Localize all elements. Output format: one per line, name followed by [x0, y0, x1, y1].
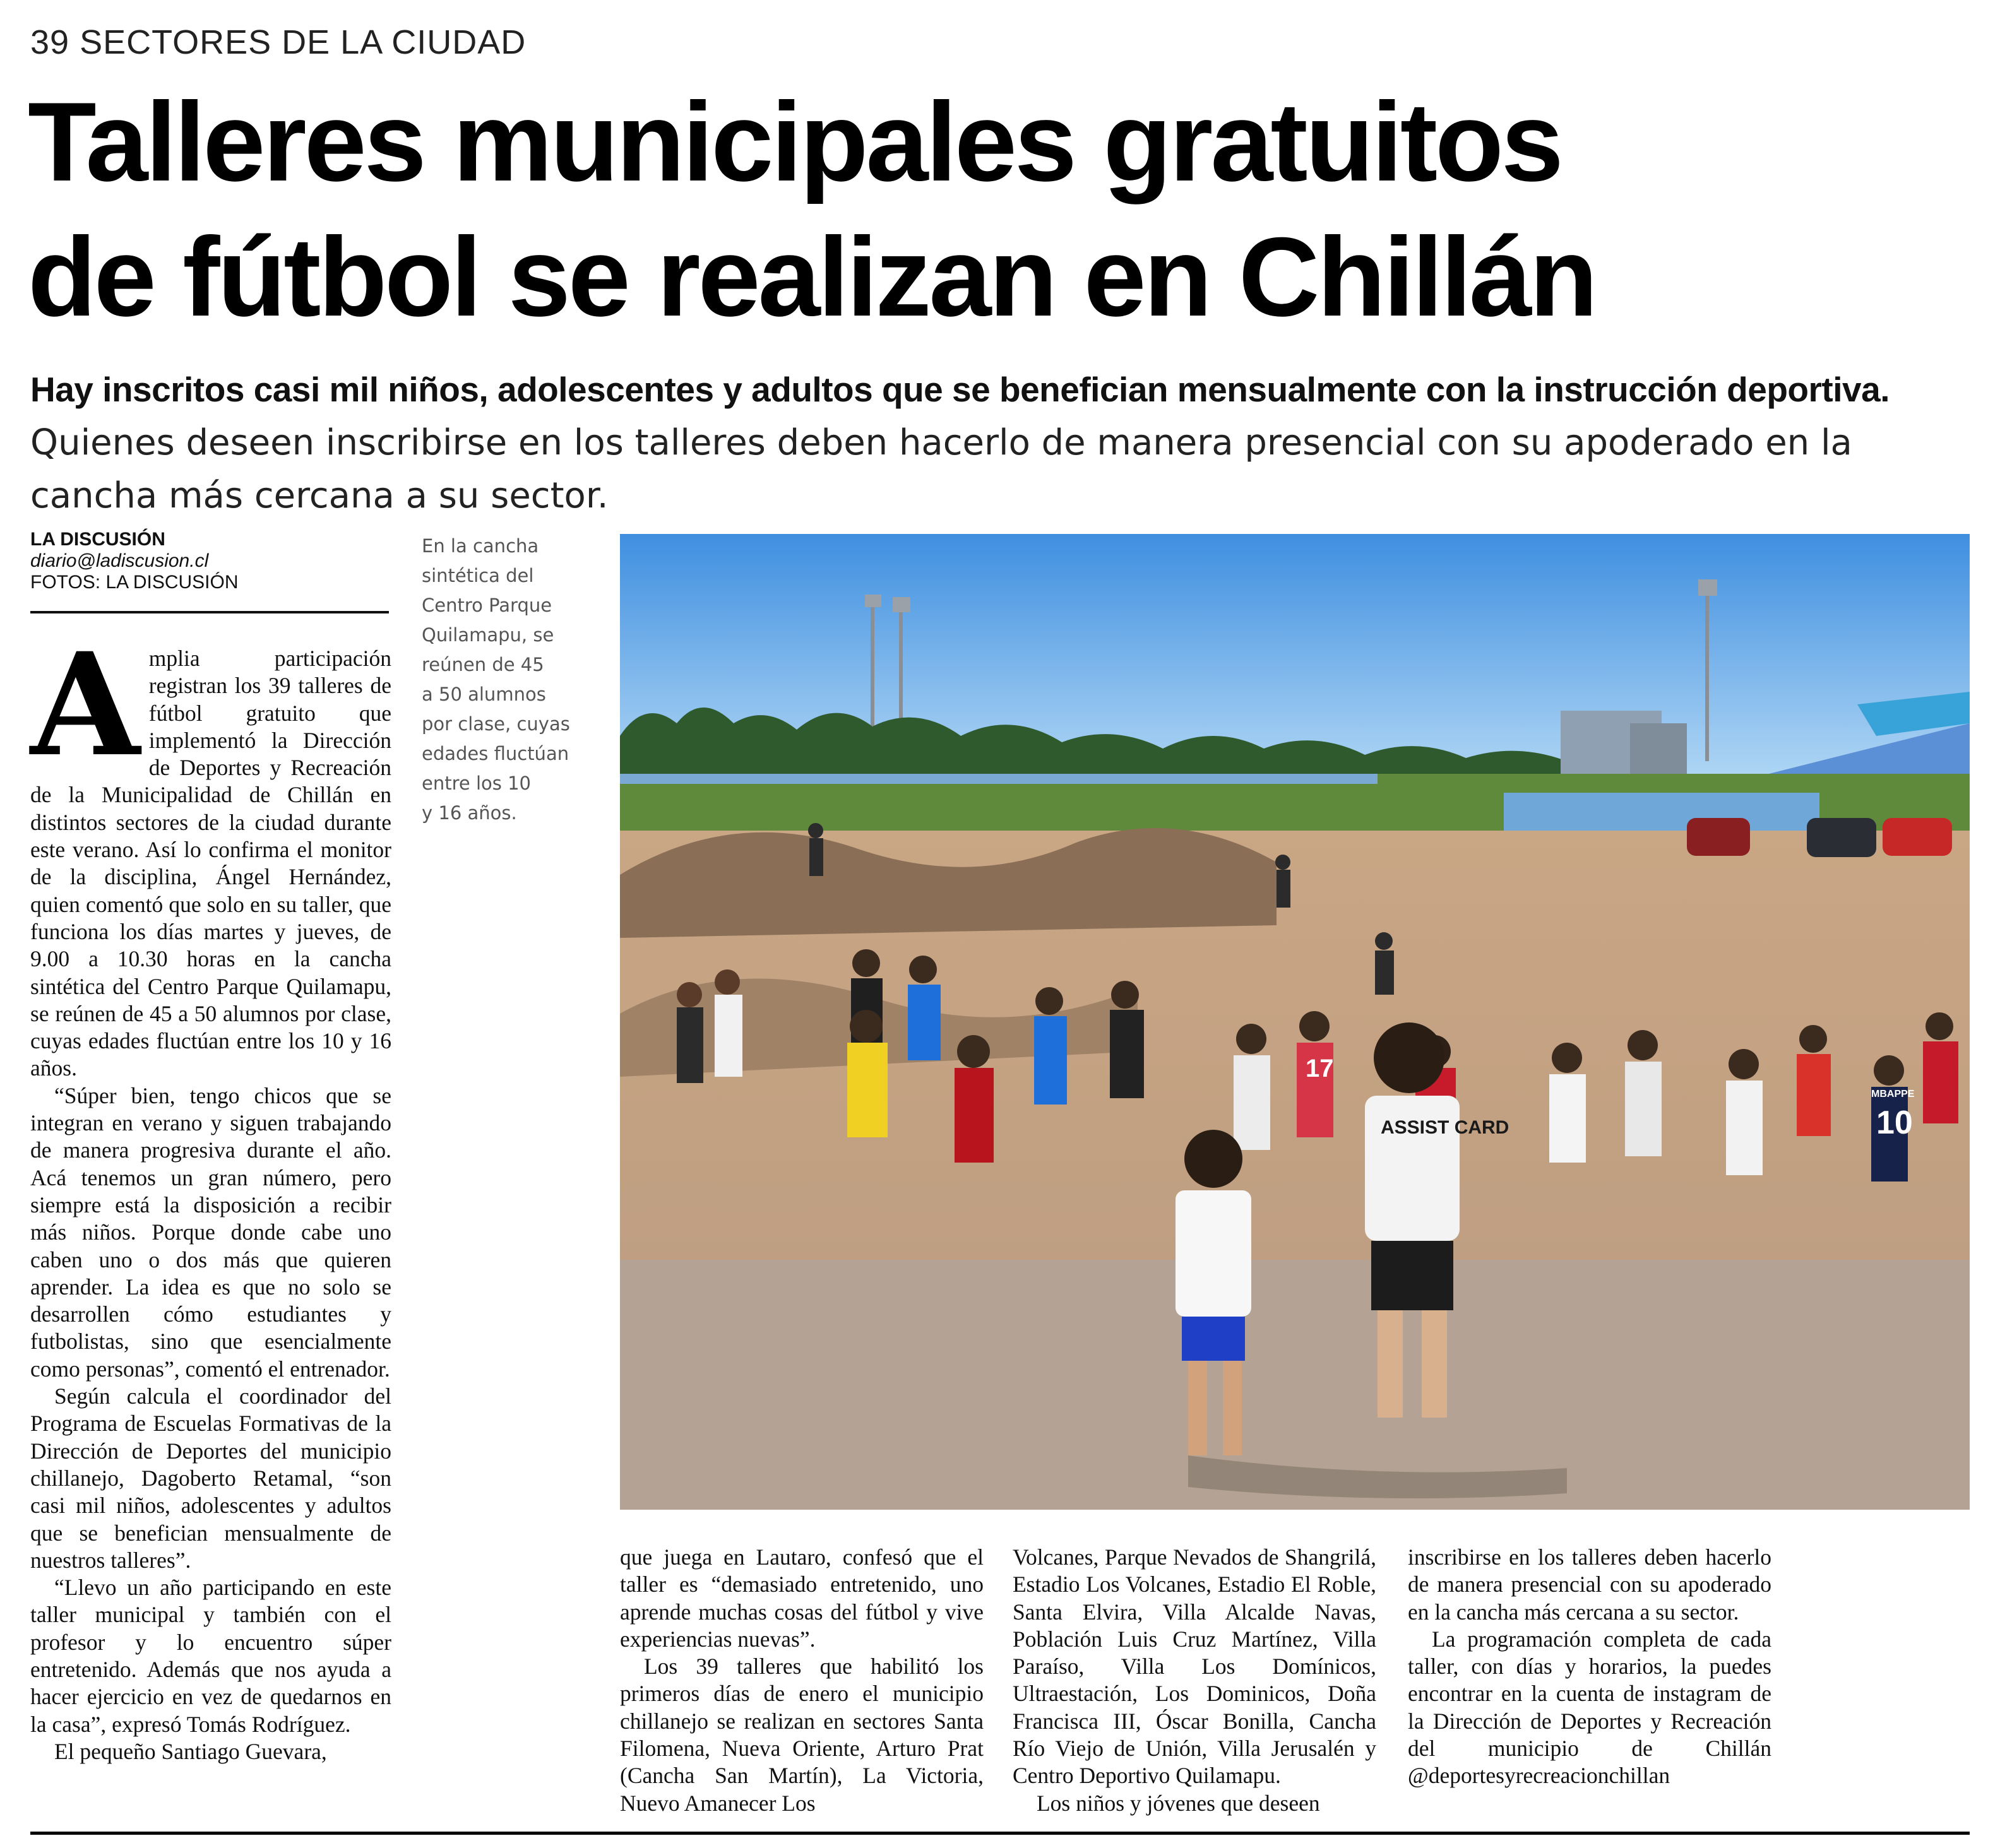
deck-bold: Hay inscritos casi mil niños, adolescentes y adultos que se benefician mensualmente con la instrucción deportiva.	[30, 370, 1890, 409]
shirt-text-10: 10	[1876, 1105, 1913, 1141]
page-bottom-rule	[30, 1832, 1970, 1835]
paragraph: Volcanes, Parque Nevados de Shangrilá, Estadio Los Volcanes, Estadio El Roble, Santa Elvira, Villa Alcalde Navas, Población Luis Cruz Martínez, Villa Paraíso, Villa Los Domínicos, Ultraestación, Los Dominicos, Doña Francisca III, Óscar Bonilla, Cancha Río Viejo de Unión, Villa Jerusalén y Centro Deportivo Quilamapu.	[1013, 1544, 1376, 1789]
headline-line-1: Talleres municipales gratuitos	[28, 79, 1561, 204]
shirt-text-17: 17	[1306, 1055, 1334, 1082]
paragraph: que juega en Lautaro, confesó que el taller es “demasiado entretenido, uno aprende muchas cosas del fútbol y vive experiencias nuevas”.	[620, 1544, 984, 1652]
shirt-text-mbappe: MBAPPE	[1871, 1089, 1915, 1099]
paragraph: “Llevo un año participando en este taller municipal y también con el profesor y lo encuentro súper entretenido. Además que nos ayuda a hacer ejercicio en vez de quedarnos en la casa”, expresó Tomás Rodríguez.	[30, 1575, 391, 1737]
article-column-1	[30, 622, 391, 1765]
article-column-2	[620, 1544, 984, 1817]
paragraph: Según calcula el coordinador del Programa de Escuelas Formativas de la Dirección de Deportes del municipio chillanejo, Dagoberto Retamal, “son casi mil niños, adolescentes y adultos que se benefician mensualmente de nuestros talleres”.	[30, 1383, 391, 1573]
byline-photos: FOTOS: LA DISCUSIÓN	[30, 572, 239, 593]
paragraph: inscribirse en los talleres deben hacerlo de manera presencial con su apoderado en la cancha más cercana a su sector.	[1408, 1544, 1771, 1625]
article-photo	[620, 534, 1970, 1510]
paragraph: Los niños y jóvenes que deseen	[1037, 1790, 1320, 1816]
byline-source: LA DISCUSIÓN	[30, 529, 165, 550]
paragraph: El pequeño Santiago Guevara,	[54, 1738, 327, 1764]
drop-cap: A	[30, 622, 140, 788]
byline-email: diario@ladiscusion.cl	[30, 550, 209, 571]
photo-illustration	[620, 534, 1970, 1510]
deck-regular: Quienes deseen inscribirse en los talleres deben hacerlo de manera presencial con su apoderado en la cancha más cercana a su sector.	[30, 422, 1852, 516]
paragraph: La programación completa de cada taller, con días y horarios, la puedes encontrar en la cuenta de instagram de la Dirección de Deportes y Recreación del municipio de Chillán @deportesyrecreacionchillan	[1408, 1626, 1771, 1789]
byline-rule	[30, 611, 389, 613]
headline-line-2: de fútbol se realizan en Chillán	[28, 214, 1596, 340]
photo-caption: En la cancha sintética del Centro Parque Quilamapu, se reúnen de 45 a 50 alumnos por clase, cuyas edades fluctúan entre los 10 y 16 años.	[422, 535, 570, 824]
paragraph: Los 39 talleres que habilitó los primeros días de enero el municipio chillanejo se realizan en sectores Santa Filomena, Nueva Oriente, Arturo Prat (Cancha San Martín), La Victoria, Nuevo Amanecer Los	[620, 1654, 984, 1816]
kicker: 39 SECTORES DE LA CIUDAD	[30, 23, 527, 61]
byline	[30, 529, 409, 593]
article-column-3	[1013, 1544, 1376, 1817]
lead-paragraph	[30, 622, 391, 1082]
article-column-4	[1408, 1544, 1771, 1790]
paragraph: “Súper bien, tengo chicos que se integran en verano y siguen trabajando de manera progresiva durante el año. Acá tenemos un gran número, pero siempre está la disposición a recibir más niños. Porque donde cabe uno caben uno o dos más que quieren aprender. La idea es que no solo se desarrollen cómo estudiantes y futbolistas, sino que esencialmente como personas”, comentó el entrenador.	[30, 1082, 391, 1382]
headline	[28, 74, 1972, 345]
shirt-text-assist: ASSIST CARD	[1381, 1117, 1509, 1138]
lead-text: mplia participación registran los 39 talleres de fútbol gratuito que implementó la Dirección de Deportes y Recreación de la Municipalidad de Chillán en distintos sectores de la ciudad durante este verano. Así lo confirma el monitor de la disciplina, Ángel Hernández, quien comentó que solo en su taller, que funciona los días martes y jueves, de 9.00 a 10.30 horas en la cancha sintética del Centro Parque Quilamapu, se reúnen de 45 a 50 alumnos por clase, cuyas edades fluctúan entre los 10 y 16 años.	[30, 646, 391, 1081]
